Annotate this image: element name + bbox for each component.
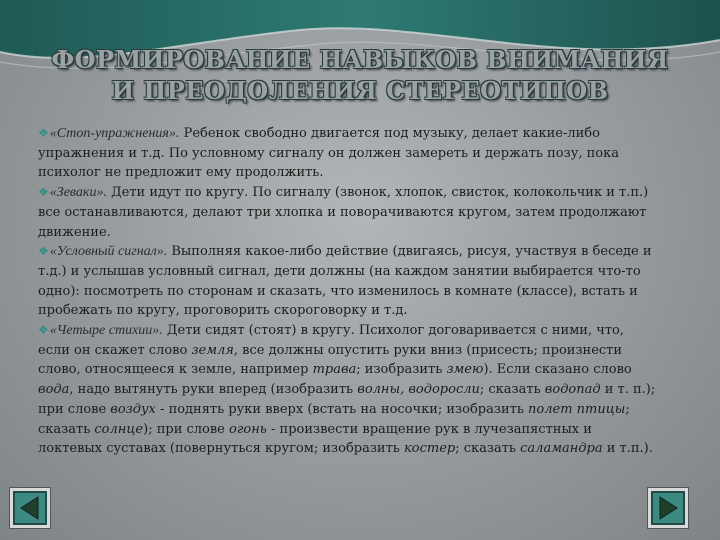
emphasized-word: огонь (229, 421, 267, 437)
emphasized-word: трава (312, 362, 357, 378)
emphasized-word: полет птицы (528, 401, 626, 417)
emphasized-word: змею (446, 362, 484, 378)
title-line-1: ФОРМИРОВАНИЕ НАВЫКОВ ВНИМАНИЯ (51, 45, 669, 74)
emphasized-word: солнце (94, 421, 144, 437)
exercise-text: и т. п.); при слове (38, 382, 656, 417)
exercise-text: Выполняя какое-либо действие (двигаясь, рисуя, участвуя в беседе и т.д.) и услышав условный сигнал, дети должны (на каждом занятии выбирается что-то одно): посмотреть по сторонам и сказать, что изменилось в комнате (классе), встать и пробежать по кругу, проговорить скороговорку и т.д. (38, 244, 652, 319)
exercise-item (38, 321, 658, 459)
exercise-text: ; изобразить (356, 362, 447, 378)
exercise-text: - поднять руки вверх (встать на носочки; изобразить (155, 401, 529, 417)
exercise-item (38, 183, 658, 242)
exercise-title: «Стоп-упражнения». (49, 126, 180, 141)
exercise-text: ); при слове (143, 421, 230, 437)
emphasized-word: волны, водоросли (357, 382, 480, 398)
prev-slide-button[interactable] (10, 488, 50, 528)
diamond-bullet-icon: ❖ (38, 185, 49, 200)
exercise-title: «Четыре стихии». (49, 323, 163, 339)
page-title (0, 44, 720, 106)
next-slide-button[interactable] (648, 488, 688, 528)
exercise-list (38, 124, 658, 459)
diamond-bullet-icon: ❖ (38, 323, 49, 338)
arrow-left-icon (13, 491, 47, 525)
exercise-text: , надо вытянуть руки вперед (изобразить (69, 382, 358, 398)
emphasized-word: воздух (110, 401, 156, 417)
diamond-bullet-icon: ❖ (38, 126, 49, 140)
emphasized-word: костер (404, 441, 456, 457)
emphasized-word: саламандра (520, 441, 603, 457)
emphasized-word: земля (191, 342, 234, 358)
exercise-text: ; сказать (455, 441, 521, 457)
exercise-item (38, 242, 658, 321)
title-line-2: И ПРЕОДОЛЕНИЯ СТЕРЕОТИПОВ (111, 76, 609, 105)
exercise-text: Ребенок свободно двигается под музыку, делает какие-либо упражнения и т.д. По условному сигналу он должен замереть и держать позу, пока психолог не предложит ему продолжить. (38, 126, 619, 181)
exercise-text: , все должны опустить руки вниз (присесть; произнести слово, относящееся к земле, например (38, 342, 623, 378)
exercise-item (38, 124, 658, 183)
emphasized-word: вода (38, 382, 70, 398)
exercise-text: и т.п.). (602, 441, 653, 457)
exercise-text: ; сказать (479, 382, 545, 398)
exercise-text: - произвести вращение рук в лучезапястных и локтевых суставах (повернуться кругом; изобразить (38, 421, 592, 457)
exercise-text: ; сказать (38, 401, 630, 437)
exercise-text: Дети сидят (стоят) в кругу. Психолог договаривается с ними, что, если он скажет слово (38, 323, 624, 358)
exercise-text: ). Если сказано слово (483, 362, 632, 378)
exercise-title: «Условный сигнал». (49, 244, 168, 260)
arrow-right-icon (651, 491, 685, 525)
exercise-title: «Зеваки». (49, 185, 107, 201)
diamond-bullet-icon: ❖ (38, 244, 49, 259)
exercise-text: Дети идут по кругу. По сигналу (звонок, хлопок, свисток, колокольчик и т.п.) все останавливаются, делают три хлопка и поворачиваются кругом, затем продолжают движение. (38, 185, 649, 240)
emphasized-word: водопад (544, 382, 601, 398)
